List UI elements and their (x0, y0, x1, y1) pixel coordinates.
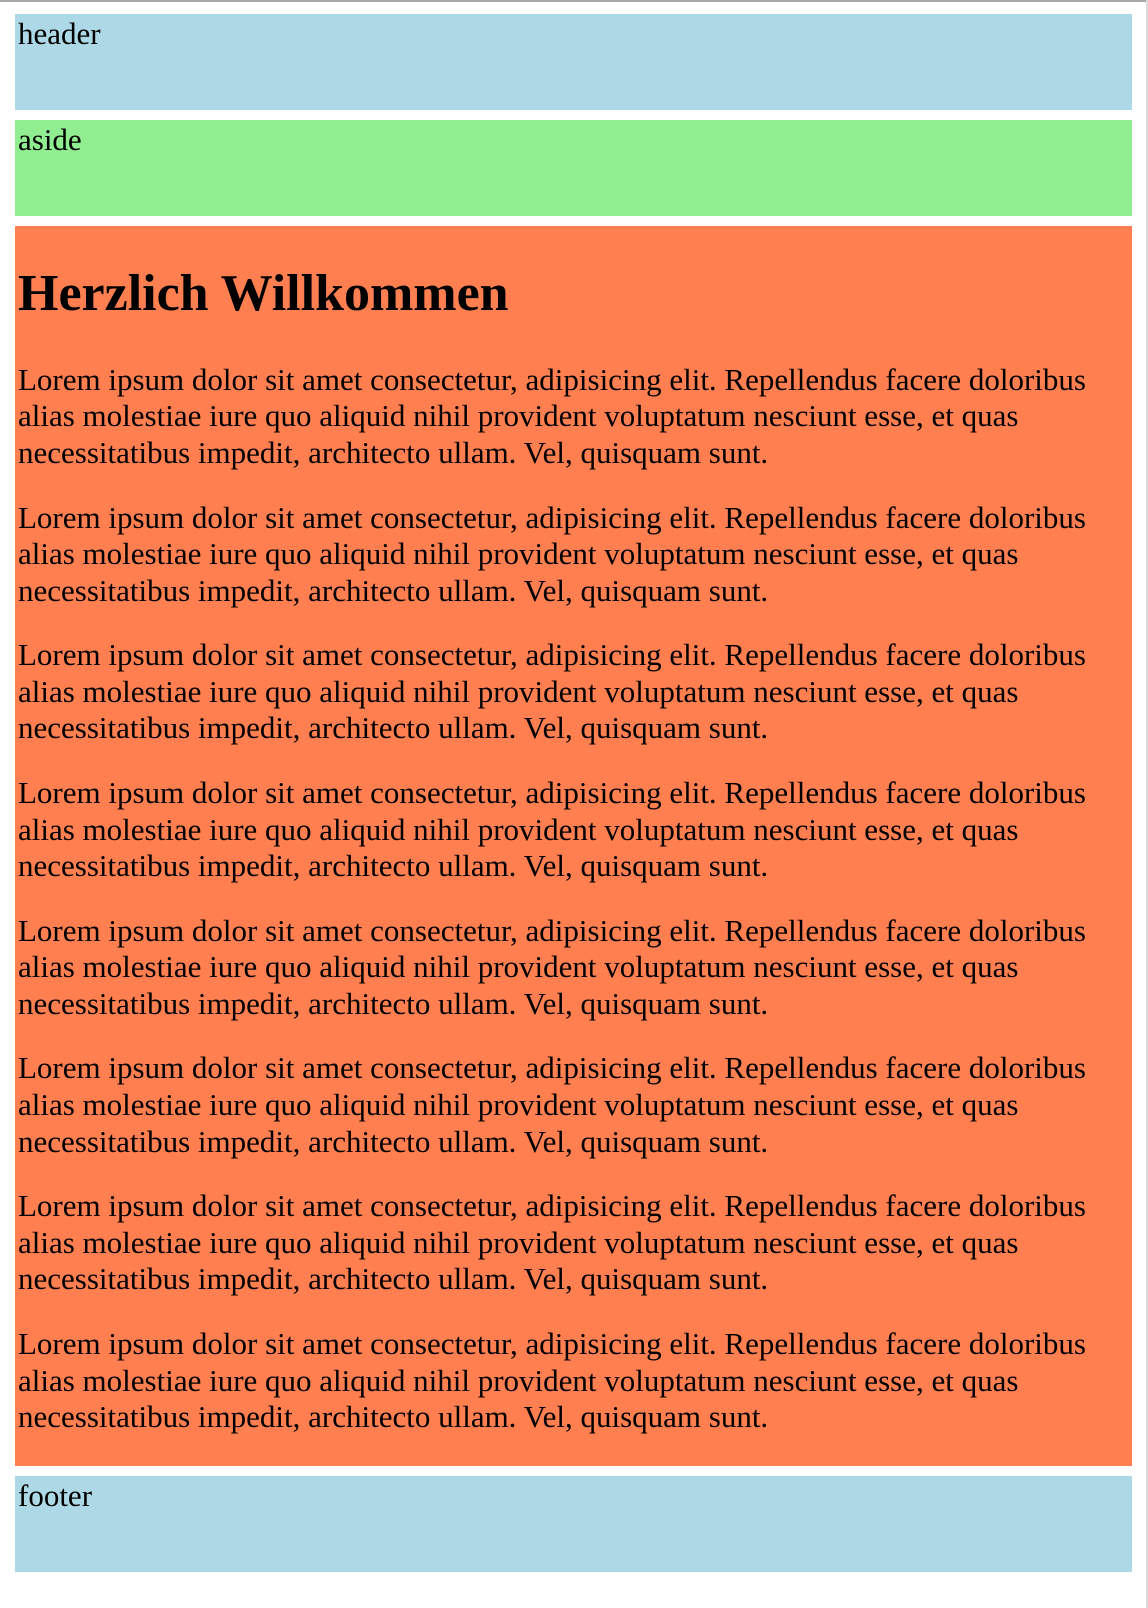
page-main (15, 226, 1132, 1466)
footer-label: footer (18, 1477, 93, 1513)
header-label: header (18, 16, 101, 51)
lorem-paragraph: Lorem ipsum dolor sit amet consectetur, adipisicing elit. Repellendus facere doloribus alias molestiae iure quo aliquid nihil provident voluptatum nesciunt esse, et quas necessitatibus impedit, architecto ullam. Vel, quisquam sunt. (18, 912, 1086, 1021)
page-title: Herzlich Willkommen (18, 265, 509, 322)
lorem-paragraph: Lorem ipsum dolor sit amet consectetur, adipisicing elit. Repellendus facere doloribus alias molestiae iure quo aliquid nihil provident voluptatum nesciunt esse, et quas necessitatibus impedit, architecto ullam. Vel, quisquam sunt. (18, 775, 1086, 884)
lorem-paragraph: Lorem ipsum dolor sit amet consectetur, adipisicing elit. Repellendus facere doloribus alias molestiae iure quo aliquid nihil provident voluptatum nesciunt esse, et quas necessitatibus impedit, architecto ullam. Vel, quisquam sunt. (18, 637, 1086, 746)
page-aside (15, 120, 1132, 216)
lorem-paragraph: Lorem ipsum dolor sit amet consectetur, adipisicing elit. Repellendus facere doloribus alias molestiae iure quo aliquid nihil provident voluptatum nesciunt esse, et quas necessitatibus impedit, architecto ullam. Vel, quisquam sunt. (18, 1188, 1086, 1297)
lorem-paragraph: Lorem ipsum dolor sit amet consectetur, adipisicing elit. Repellendus facere doloribus alias molestiae iure quo aliquid nihil provident voluptatum nesciunt esse, et quas necessitatibus impedit, architecto ullam. Vel, quisquam sunt. (18, 1050, 1086, 1159)
lorem-paragraph: Lorem ipsum dolor sit amet consectetur, adipisicing elit. Repellendus facere doloribus alias molestiae iure quo aliquid nihil provident voluptatum nesciunt esse, et quas necessitatibus impedit, architecto ullam. Vel, quisquam sunt. (18, 499, 1086, 608)
lorem-paragraph: Lorem ipsum dolor sit amet consectetur, adipisicing elit. Repellendus facere doloribus alias molestiae iure quo aliquid nihil provident voluptatum nesciunt esse, et quas necessitatibus impedit, architecto ullam. Vel, quisquam sunt. (18, 1325, 1086, 1435)
page-header (15, 14, 1132, 110)
window-top-edge (0, 0, 1148, 2)
page-footer (15, 1476, 1132, 1572)
aside-label: aside (18, 122, 82, 157)
lorem-paragraph: Lorem ipsum dolor sit amet consectetur, adipisicing elit. Repellendus facere doloribus alias molestiae iure quo aliquid nihil provident voluptatum nesciunt esse, et quas necessitatibus impedit, architecto ullam. Vel, quisquam sunt. (18, 361, 1086, 470)
